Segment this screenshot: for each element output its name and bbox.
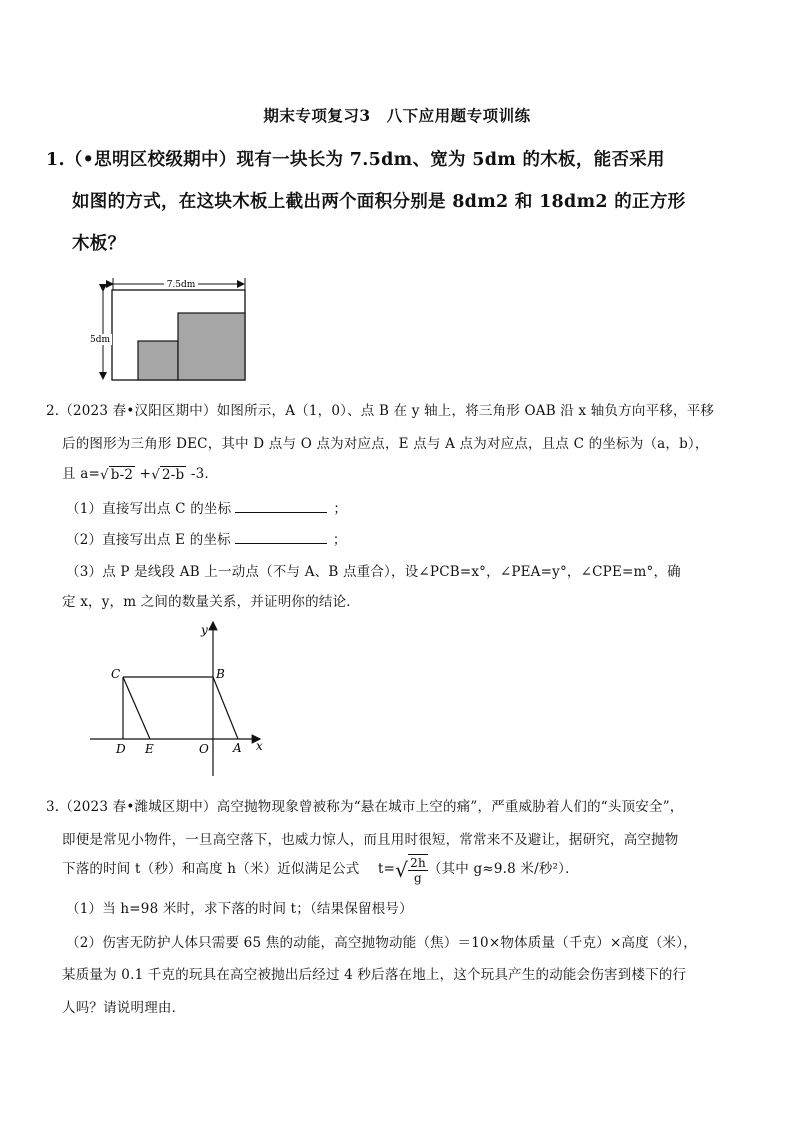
sqrt-2: √ 2-b — [151, 466, 185, 483]
segment-ba — [213, 677, 238, 739]
q3-sub1: （1）当 h=98 米时，求下落的时间 t；（结果保留根号） — [66, 901, 413, 917]
q1-line1: 1.（•思明区校级期中）现有一块长为 7.5dm、宽为 5dm 的木板，能否采用 — [46, 150, 665, 170]
label-c: C — [111, 667, 121, 681]
q2-sub2: （2）直接写出点 E 的坐标 ； — [66, 532, 347, 548]
q2-coordinate-figure — [88, 618, 278, 778]
q1-line3: 木板？ — [72, 234, 126, 254]
answer-blank-c[interactable] — [235, 500, 327, 513]
page-title: 期末专项复习3 八下应用题专项训练 — [263, 106, 531, 125]
q3-sub2-line2: 某质量为 0.1 千克的玩具在高空被抛出后经过 4 秒后落在地上，这个玩具产生的动能会伤害到楼下的行 — [62, 967, 687, 983]
label-a: A — [233, 741, 242, 755]
label-e: E — [145, 742, 154, 756]
q2-line2: 后的图形为三角形 DEC，其中 D 点与 O 点为对应点，E 点与 A 点为对应点，且点 C 的坐标为（a，b）， — [62, 436, 709, 452]
height-label: 5dm — [89, 335, 111, 345]
q1-line2: 如图的方式，在这块木板上截出两个面积分别是 8dm2 和 18dm2 的正方形 — [72, 192, 686, 212]
formula-sqrt: √ $\frac{2h}{g}$ — [395, 856, 426, 885]
q2-sub3-line2: 定 x，y，m 之间的数量关系，并证明你的结论． — [62, 594, 360, 610]
answer-blank-e[interactable] — [235, 531, 327, 544]
width-label: 7.5dm — [166, 280, 196, 290]
q2-line1: 2.（2023 春•汉阳区期中）如图所示，A（1，0）、点 B 在 y 轴上，将三角形 OAB 沿 x 轴负方向平移，平移 — [46, 403, 715, 419]
label-x: x — [256, 739, 263, 753]
q3-sub2-line1: （2）伤害无防护人体只需要 65 焦的动能，高空抛物动能（焦）＝10×物体质量（千克）×高度（米）， — [66, 935, 697, 951]
q2-sub3-line1: （3）点 P 是线段 AB 上一动点（不与 A、B 点重合），设∠PCB=x°，∠PEA=y°，∠CPE=m°，确 — [66, 564, 681, 580]
label-o: O — [199, 742, 209, 756]
q3-line2: 即便是常见小物件，一旦高空落下，也威力惊人，而且用时很短，常常来不及避让，据研究，高空抛物 — [62, 832, 679, 848]
small-square — [138, 341, 178, 380]
large-square — [178, 313, 245, 380]
segment-ce — [123, 677, 150, 739]
sqrt-1: √ b-2 — [99, 466, 134, 483]
q2-line3: 且 a= √ b-2 + √ 2-b -3． — [62, 466, 219, 483]
label-b: B — [216, 667, 225, 681]
q2-sub1: （1）直接写出点 C 的坐标 ； — [66, 501, 348, 517]
q3-sub2-line3: 人吗？请说明理由． — [62, 1000, 186, 1016]
label-y: y — [201, 623, 208, 637]
label-d: D — [116, 742, 126, 756]
q3-line1: 3.（2023 春•潍城区期中）高空抛物现象曾被称为“悬在城市上空的痛”，严重威胁着人们的“头顶安全”， — [46, 799, 684, 815]
q3-line3: 下落的时间 t（秒）和高度 h（米）近似满足公式 t= √ $\frac{2h}{g}$ （其中 g≈9.8 米/秒²）． — [62, 856, 579, 885]
q1-board-figure — [80, 268, 260, 386]
